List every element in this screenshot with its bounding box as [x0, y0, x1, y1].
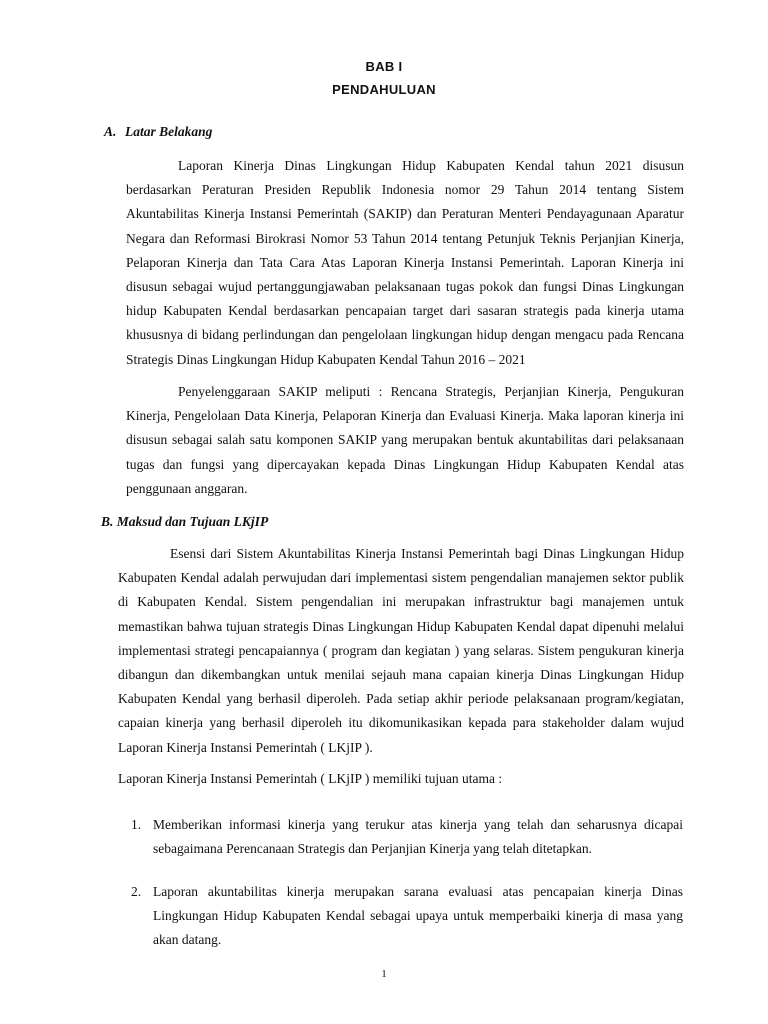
page-number: 1 [381, 968, 387, 980]
section-b-paragraph: Esensi dari Sistem Akuntabilitas Kinerja Instansi Pemerintah bagi Dinas Lingkungan Hidup Kabupaten Kendal adalah perwujudan dari implementasi sistem pengendalian manajemen sektor publik di Kabupaten Kendal. Sistem pengendalian ini merupakan infrastruktur bagi manajemen untuk memastikan bahwa tujuan strategis Dinas Lingkungan Hidup Kabupaten Kendal dapat dipenuhi melalui implementasi strategi pencapaiannya ( program dan kegiatan ) yang selaras. Sistem pengukuran kinerja dibangun dan dikembangkan untuk menilai sejauh mana capaian kinerja Dinas Lingkungan Hidup Kabupaten Kendal yang berhasil diperoleh. Pada setiap akhir periode pelaksanaan program/kegiatan, capaian kinerja yang berhasil diperoleh itu dikomunikasikan kepada para stakeholder dalam wujud Laporan Kinerja Instansi Pemerintah ( LKjIP ). [118, 546, 684, 755]
list-item [131, 813, 683, 861]
section-a-title: Latar Belakang [125, 124, 213, 139]
section-b-letter: B. [101, 514, 114, 529]
section-a-paragraph-2: Penyelenggaraan SAKIP meliputi : Rencana Strategis, Perjanjian Kinerja, Pengukuran Kinerja, Pengelolaan Data Kinerja, Pelaporan Kinerja dan Evaluasi Kinerja. Maka laporan kinerja ini disusun sebagai salah satu komponen SAKIP yang merupakan bentuk akuntabilitas dari pelaksanaan tugas dan fungsi yang dipercayakan kepada Dinas Lingkungan Hidup Kabupaten Kendal atas penggunaan anggaran. [126, 384, 684, 496]
section-a-letter: A. [104, 124, 117, 139]
list-item-text: Memberikan informasi kinerja yang terukur atas kinerja yang telah dan seharusnya dicapai sebagaimana Perencanaan Strategis dan Perjanjian Kinerja yang telah ditetapkan. [153, 817, 683, 856]
section-a-paragraph-1: Laporan Kinerja Dinas Lingkungan Hidup Kabupaten Kendal tahun 2021 disusun berdasarkan Peraturan Presiden Republik Indonesia nomor 29 Tahun 2014 tentang Sistem Akuntabilitas Kinerja Instansi Pemerintah (SAKIP) dan Peraturan Menteri Pendayagunaan Aparatur Negara dan Reformasi Birokrasi Nomor 53 Tahun 2014 tentang Petunjuk Teknis Perjanjian Kinerja, Pelaporan Kinerja dan Tata Cara Atas Laporan Kinerja Instansi Pemerintah. Laporan Kinerja ini disusun sebagai wujud pertanggungjawaban pelaksanaan tugas pokok dan fungsi Dinas Lingkungan hidup Kabupaten Kendal berdasarkan pencapaian target dari sasaran strategis pada kinerja utama khususnya di bidang perlindungan dan pengelolaan lingkungan hidup dengan mengacu pada Rencana Strategis Dinas Lingkungan Hidup Kabupaten Kendal Tahun 2016 – 2021 [126, 158, 684, 367]
section-a-heading [104, 124, 212, 140]
list-item-text: Laporan akuntabilitas kinerja merupakan sarana evaluasi atas pencapaian kinerja Dinas Lingkungan Hidup Kabupaten Kendal sebagai upaya untuk memperbaiki kinerja di masa yang akan datang. [153, 884, 683, 947]
list-item [131, 880, 683, 952]
list-item-number: 2. [131, 884, 142, 899]
section-b-heading [101, 514, 268, 530]
list-item-number: 1. [131, 817, 142, 832]
section-b-intro: Laporan Kinerja Instansi Pemerintah ( LKjIP ) memiliki tujuan utama : [118, 771, 503, 786]
chapter-title: PENDAHULUAN [332, 82, 436, 97]
chapter-number: BAB I [365, 59, 403, 74]
section-b-title: Maksud dan Tujuan LKjIP [116, 514, 269, 529]
